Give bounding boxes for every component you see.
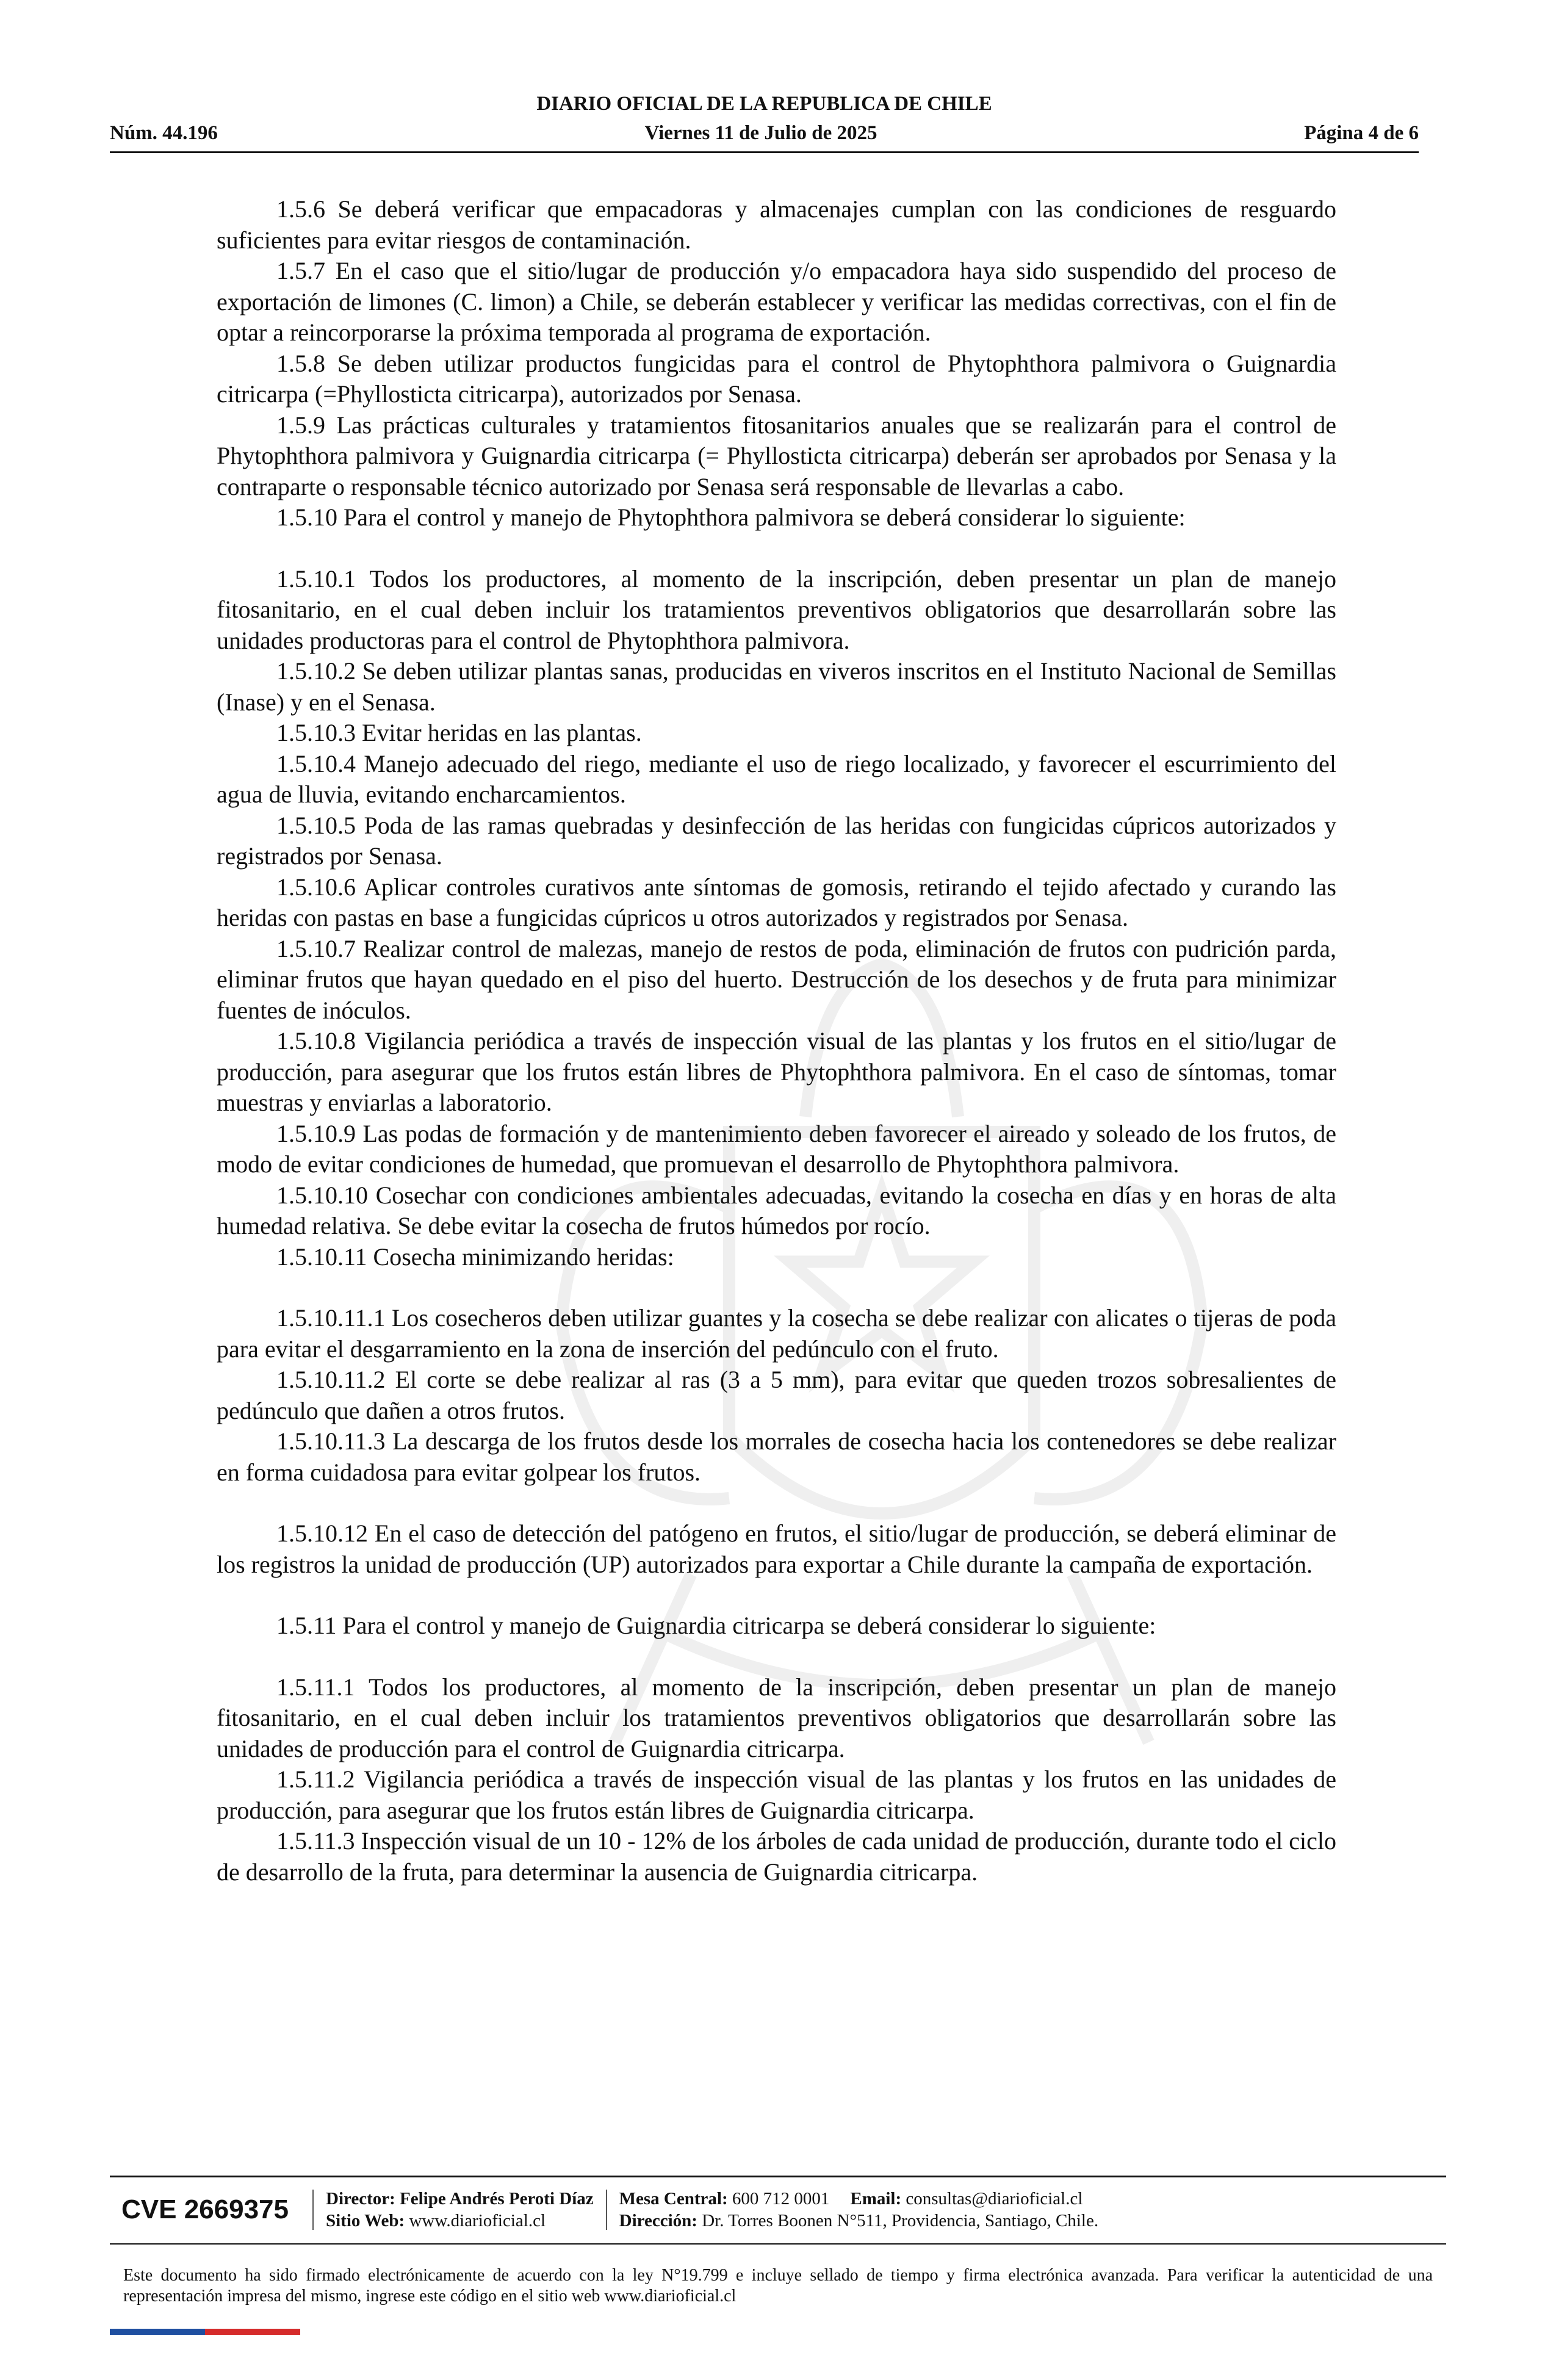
paragraph: 1.5.10.6 Aplicar controles curativos ante síntomas de gomosis, retirando el tejido afectado y curando las heridas con pastas en base a fungicidas cúpricos u otros autorizados y registrados por Senasa.: [217, 873, 1336, 931]
cve-code: CVE 2669375: [121, 2194, 289, 2224]
footer-bottom-rule: [110, 2243, 1446, 2245]
mesa-central-phone: 600 712 0001: [732, 2189, 830, 2209]
director-label: Director:: [326, 2189, 395, 2209]
page-indicator: Página 4 de 6: [1304, 122, 1419, 144]
paragraph: 1.5.11 Para el control y manejo de Guignardia citricarpa se deberá considerar lo siguiente:: [276, 1612, 1156, 1639]
header-rule: [110, 151, 1419, 153]
spacer: [217, 1272, 1336, 1303]
paragraph: 1.5.10.11.3 La descarga de los frutos desde los morrales de cosecha hacia los contenedores se debe realizar en forma cuidadosa para evitar golpear los frutos.: [217, 1427, 1336, 1486]
paragraph: 1.5.10.11 Cosecha minimizando heridas:: [276, 1242, 674, 1271]
paragraph: 1.5.6 Se deberá verificar que empacadoras y almacenajes cumplan con las condiciones de resguardo suficientes para evitar riesgos de contaminación.: [217, 195, 1336, 254]
address-value: Dr. Torres Boonen N°511, Providencia, Santiago, Chile.: [702, 2211, 1099, 2230]
paragraph: 1.5.10.9 Las podas de formación y de mantenimiento deben favorecer el aireado y soleado de los frutos, de modo de evitar condiciones de humedad, que promuevan el desarrollo de Phytophthora palmivora.: [217, 1119, 1336, 1178]
paragraph: 1.5.7 En el caso que el sitio/lugar de producción y/o empacadora haya sido suspendido del proceso de exportación de limones (C. limon) a Chile, se deberán establecer y verificar las medidas correctivas, con el fin de optar a reincorporarse la próxima temporada al programa de exportación.: [217, 257, 1336, 346]
spacer: [217, 1642, 1336, 1672]
mesa-central-label: Mesa Central:: [619, 2189, 728, 2209]
spacer: [217, 533, 1336, 564]
website-label: Sitio Web:: [326, 2211, 405, 2230]
page-header: [110, 92, 1419, 153]
paragraph: 1.5.10.11.1 Los cosecheros deben utilizar guantes y la cosecha se debe realizar con alicates o tijeras de poda para evitar el desgarramiento en la zona de inserción del pedúnculo con el fruto.: [217, 1304, 1336, 1363]
paragraph: 1.5.8 Se deben utilizar productos fungicidas para el control de Phytophthora palmivora o Guignardia citricarpa (=Phyllosticta citricarpa), autorizados por Senasa.: [217, 349, 1336, 408]
email-link[interactable]: consultas@diarioficial.cl: [906, 2189, 1083, 2209]
issue-date: Viernes 11 de Julio de 2025: [644, 122, 877, 144]
paragraph: 1.5.10.3 Evitar heridas en las plantas.: [276, 719, 642, 746]
paragraph: 1.5.10.11.2 El corte se debe realizar al ras (3 a 5 mm), para evitar que queden trozos sobresalientes de pedúnculo que dañen a otros frutos.: [217, 1366, 1336, 1424]
newspaper-title: DIARIO OFICIAL DE LA REPUBLICA DE CHILE: [536, 93, 992, 115]
paragraph: 1.5.10.5 Poda de las ramas quebradas y desinfección de las heridas con fungicidas cúpricos autorizados y registrados por Senasa.: [217, 811, 1336, 870]
footer-divider: [312, 2190, 314, 2230]
issue-number: Núm. 44.196: [110, 122, 218, 144]
paragraph: 1.5.10.1 Todos los productores, al momento de la inscripción, deben presentar un plan de manejo fitosanitario, en el cual deben incluir los tratamientos preventivos obligatorios que desarrollarán sobre las unidades productoras para el control de Phytophthora palmivora.: [217, 564, 1336, 654]
paragraph: 1.5.10.4 Manejo adecuado del riego, mediante el uso de riego localizado, y favorecer el escurrimiento del agua de lluvia, evitando encharcamientos.: [217, 749, 1336, 808]
header-meta-row: [110, 121, 1419, 145]
address-label: Dirección:: [619, 2211, 697, 2230]
flag-red-segment: [205, 2329, 300, 2335]
paragraph: 1.5.10.7 Realizar control de malezas, manejo de restos de poda, eliminación de frutos con pudrición parda, eliminar frutos que hayan quedado en el piso del huerto. Destrucción de los desechos y de fruta para minimizar fuentes de inóculos.: [217, 934, 1336, 1024]
signature-disclaimer: Este documento ha sido firmado electrónicamente de acuerdo con la ley N°19.799 e incluye sellado de tiempo y firma electrónica avanzada. Para verificar la autenticidad de una representación impresa del mismo, ingrese este código en el sitio web www.diarioficial.cl: [123, 2266, 1433, 2306]
email-label: Email:: [850, 2189, 902, 2209]
chile-flag-stripe: [110, 2329, 300, 2335]
website-link[interactable]: www.diarioficial.cl: [409, 2211, 546, 2230]
paragraph: 1.5.10.2 Se deben utilizar plantas sanas, producidas en viveros inscritos en el Instituto Nacional de Semillas (Inase) y en el Senasa.: [217, 657, 1336, 716]
footer-top-rule: [110, 2176, 1446, 2177]
document-body: [217, 194, 1336, 1888]
paragraph: 1.5.11.2 Vigilancia periódica a través de inspección visual de las plantas y los frutos en las unidades de producción, para asegurar que los frutos están libres de Guignardia citricarpa.: [217, 1765, 1336, 1824]
footer-contact-column: [619, 2188, 1098, 2232]
director-name: Felipe Andrés Peroti Díaz: [400, 2189, 594, 2209]
paragraph: 1.5.11.3 Inspección visual de un 10 - 12% de los árboles de cada unidad de producción, durante todo el ciclo de desarrollo de la fruta, para determinar la ausencia de Guignardia citricarpa.: [217, 1827, 1336, 1886]
paragraph: 1.5.11.1 Todos los productores, al momento de la inscripción, deben presentar un plan de manejo fitosanitario, en el cual deben incluir los tratamientos preventivos obligatorios que desarrollarán sobre las unidades de producción para el control de Guignardia citricarpa.: [217, 1673, 1336, 1762]
spacer: [217, 1488, 1336, 1518]
footer-director-column: [326, 2188, 594, 2232]
footer-info-row: [110, 2182, 1446, 2237]
paragraph: 1.5.10.12 En el caso de detección del patógeno en frutos, el sitio/lugar de producción, se deberá eliminar de los registros la unidad de producción (UP) autorizados para exportar a Chile durante la campaña de exportación.: [217, 1520, 1336, 1578]
flag-blue-segment: [110, 2329, 205, 2335]
page-footer: [110, 2176, 1446, 2335]
paragraph: 1.5.9 Las prácticas culturales y tratamientos fitosanitarios anuales que se realizarán para el control de Phytophthora palmivora y Guignardia citricarpa (= Phyllosticta citricarpa) deberán ser aprobados por Senasa y la contraparte o responsable técnico autorizado por Senasa será responsable de llevarlas a cabo.: [217, 411, 1336, 500]
footer-divider: [606, 2190, 607, 2230]
spacer: [217, 1580, 1336, 1610]
paragraph: 1.5.10.10 Cosechar con condiciones ambientales adecuadas, evitando la cosecha en días y en horas de alta humedad relativa. Se debe evitar la cosecha de frutos húmedos por rocío.: [217, 1181, 1336, 1239]
paragraph: 1.5.10.8 Vigilancia periódica a través de inspección visual de las plantas y los frutos en el sitio/lugar de producción, para asegurar que los frutos están libres de Phytophthora palmivora. En el caso de síntomas, tomar muestras y enviarlas a laboratorio.: [217, 1027, 1336, 1116]
paragraph: 1.5.10 Para el control y manejo de Phytophthora palmivora se deberá considerar lo siguiente:: [276, 503, 1186, 531]
